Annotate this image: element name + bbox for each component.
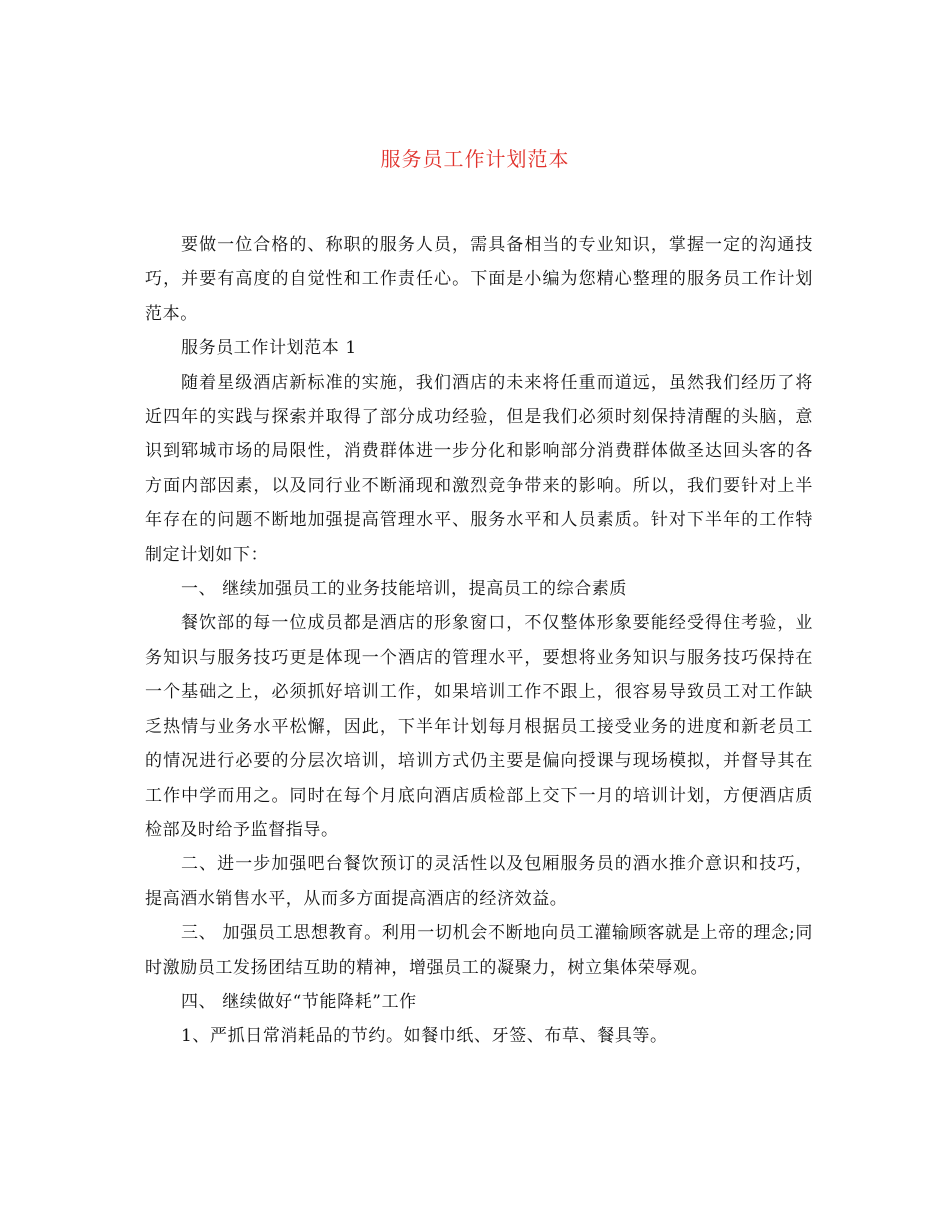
- section-heading-sample-1: 服务员工作计划范本 1: [181, 338, 357, 359]
- plan-item-1-heading: 一、 继续加强员工的业务技能培训，提高员工的综合素质: [181, 579, 628, 600]
- plan-item-1-paragraph: 餐饮部的每一位成员都是酒店的形象窗口，不仅整体形象要能经受得住考验，业务知识与服务技巧更是体现一个酒店的管理水平，要想将业务知识与服务技巧保持在一个基础之上，必须抓好培训工作，如果培训工作不跟上，很容易导致员工对工作缺乏热情与业务水平松懈，因此，下半年计划每月根据员工接受业务的进度和新老员工的情况进行必要的分层次培训，培训方式仍主要是偏向授课与现场模拟，并督导其在工作中学而用之。同时在每个月底向酒店质检部上交下一月的培训计划，方便酒店质检部及时给予监督指导。: [145, 613, 813, 840]
- background-paragraph: 随着星级酒店新标准的实施，我们酒店的未来将任重而道远，虽然我们经历了将近四年的实践与探索并取得了部分成功经验，但是我们必须时刻保持清醒的头脑，意识到郓城市场的局限性，消费群体进一步分化和影响部分消费群体做圣达回头客的各方面内部因素，以及同行业不断涌现和激烈竞争带来的影响。所以，我们要针对上半年存在的问题不断地加强提高管理水平、服务水平和人员素质。针对下半年的工作特制定计划如下：: [145, 372, 813, 565]
- document-body: [145, 228, 813, 1054]
- plan-subitem-1-paragraph: 1、严抓日常消耗品的节约。如餐巾纸、牙签、布草、餐具等。: [181, 1026, 668, 1047]
- document-title: 服务员工作计划范本: [380, 147, 570, 171]
- plan-item-4-heading: 四、 继续做好“节能降耗”工作: [181, 991, 417, 1012]
- intro-paragraph: 要做一位合格的、称职的服务人员，需具备相当的专业知识，掌握一定的沟通技巧，并要有高度的自觉性和工作责任心。下面是小编为您精心整理的服务员工作计划范本。: [145, 235, 813, 324]
- plan-item-2-paragraph: 二、进一步加强吧台餐饮预订的灵活性以及包厢服务员的酒水推介意识和技巧，提高酒水销售水平，从而多方面提高酒店的经济效益。: [145, 854, 813, 909]
- plan-item-3-paragraph: 三、 加强员工思想教育。利用一切机会不断地向员工灌输顾客就是上帝的理念;同时激励员工发扬团结互助的精神，增强员工的凝聚力，树立集体荣辱观。: [145, 923, 813, 978]
